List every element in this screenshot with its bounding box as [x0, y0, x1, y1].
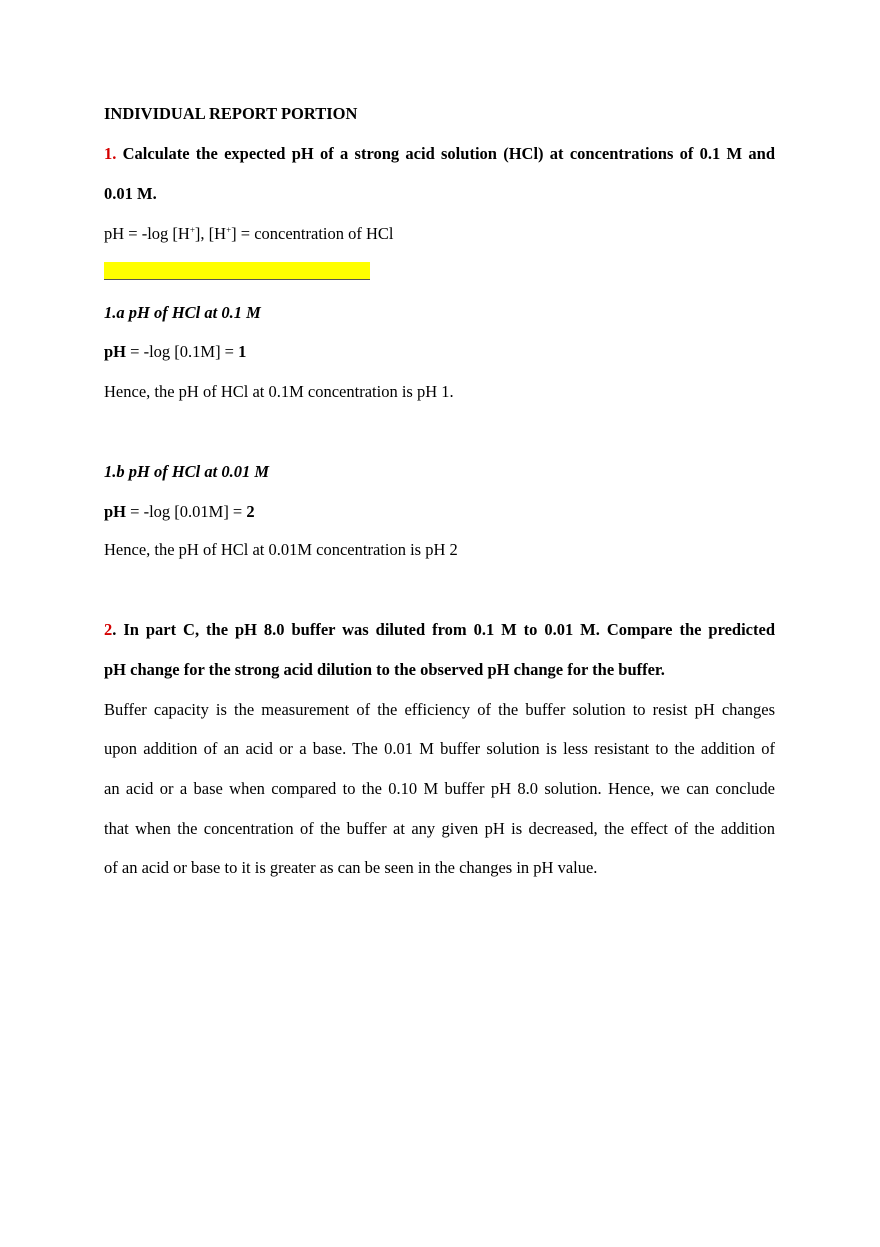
answer-paragraph-line: of an acid or base to it is greater as can be seen in the changes in pH value.: [104, 858, 598, 877]
question-2-line-2: pH change for the strong acid dilution to the observed pH change for the buffer.: [104, 660, 665, 679]
calc-1b-result: 2: [246, 502, 255, 521]
answer-paragraph-line: that when the concentration of the buffer at any given pH is decreased, the effect of the addition: [104, 819, 775, 838]
subsection-1b-conclusion: Hence, the pH of HCl at 0.01M concentration is pH 2: [104, 540, 458, 559]
formula-part-3: ] = concentration of HCl: [231, 224, 394, 243]
answer-paragraph-line: an acid or a base when compared to the 0.10 M buffer pH 8.0 solution. Hence, we can conclude: [104, 779, 775, 798]
calc-1a-result: 1: [238, 342, 247, 361]
report-heading: INDIVIDUAL REPORT PORTION: [104, 104, 358, 123]
question-2-text-1: . In part C, the pH 8.0 buffer was diluted from 0.1 M to 0.01 M. Compare the predicted: [112, 620, 775, 639]
answer-paragraph-line: upon addition of an acid or a base. The 0.01 M buffer solution is less resistant to the addition of: [104, 739, 775, 758]
ph-formula: [104, 224, 394, 244]
question-1-text-1: Calculate the expected pH of a strong acid solution (HCl) at concentrations of 0.1 M and: [116, 144, 775, 163]
subsection-1a-conclusion: Hence, the pH of HCl at 0.1M concentration is pH 1.: [104, 382, 454, 401]
formula-part-1: pH = -log [H: [104, 224, 190, 243]
formula-superscript-1: +: [189, 225, 195, 235]
calc-1b-label: pH: [104, 502, 127, 521]
question-1-number: 1.: [104, 144, 117, 163]
answer-paragraph-line: Buffer capacity is the measurement of the efficiency of the buffer solution to resist pH changes: [104, 700, 775, 719]
question-1-line-2: 0.01 M.: [104, 184, 157, 203]
subsection-1a-calculation: [104, 342, 246, 362]
highlighted-blank: [104, 262, 370, 280]
question-2-number: 2: [104, 620, 113, 639]
calc-1b-expression: = -log [0.01M] =: [126, 502, 247, 521]
formula-superscript-2: +: [226, 225, 232, 235]
formula-part-2: ], [H: [194, 224, 227, 243]
subsection-1b-title: 1.b pH of HCl at 0.01 M: [104, 462, 270, 481]
question-2-line-1: [104, 620, 775, 640]
question-1-line-1: [104, 144, 775, 164]
calc-1a-label: pH: [104, 342, 127, 361]
subsection-1a-title: 1.a pH of HCl at 0.1 M: [104, 303, 261, 322]
calc-1a-expression: = -log [0.1M] =: [126, 342, 239, 361]
subsection-1b-calculation: [104, 502, 255, 522]
